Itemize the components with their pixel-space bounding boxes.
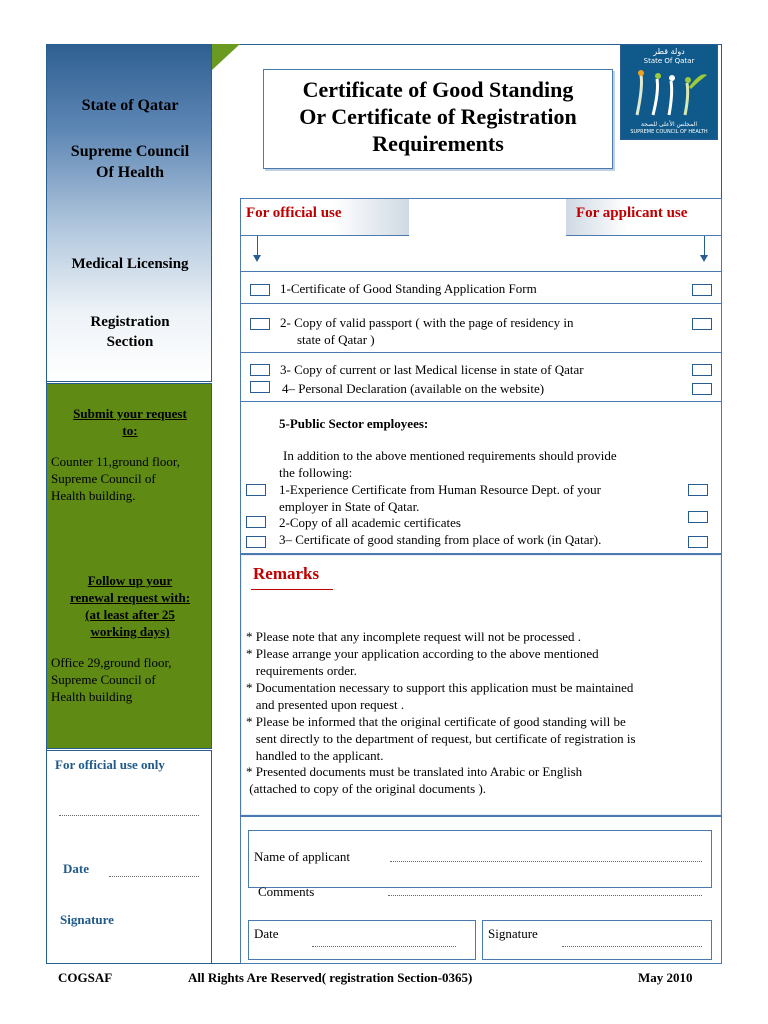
footer-date: May 2010 bbox=[638, 970, 693, 985]
applicant-date-box bbox=[248, 920, 476, 960]
council-logo bbox=[620, 44, 718, 140]
document-title bbox=[263, 69, 613, 169]
public-item-3: 3– Certificate of good standing from place of work (in Qatar). bbox=[279, 532, 602, 547]
official-checkbox-p2[interactable] bbox=[246, 516, 266, 528]
official-use-header bbox=[241, 199, 409, 236]
official-signature-label: Signature bbox=[60, 912, 114, 927]
footer-rights: All Rights Are Reserved( registration Section-0365) bbox=[188, 970, 473, 985]
section-name-line1: Registration bbox=[90, 314, 170, 330]
applicant-name-label: Name of applicant bbox=[254, 849, 351, 864]
official-date-field[interactable] bbox=[109, 876, 199, 877]
section-name-line2: Section bbox=[106, 334, 154, 350]
public-sector-intro-line2: the following: bbox=[279, 465, 353, 480]
applicant-signature-label: Signature bbox=[488, 926, 538, 941]
official-checkbox-r4[interactable] bbox=[250, 381, 270, 393]
applicant-checkbox-r2[interactable] bbox=[692, 318, 712, 330]
applicant-checkbox-r4[interactable] bbox=[692, 383, 712, 395]
council-name-line2: Of Health bbox=[96, 164, 164, 181]
applicant-signature-field[interactable] bbox=[562, 946, 702, 947]
applicant-arrow-icon bbox=[700, 255, 708, 262]
applicant-checkbox-p2[interactable] bbox=[688, 511, 708, 523]
remark-line: requirements order. bbox=[246, 663, 357, 678]
remark-line: * Please arrange your application according to the above mentioned bbox=[246, 646, 599, 661]
title-line2: Or Certificate of Registration bbox=[299, 104, 577, 129]
followup-heading-line1: Follow up your bbox=[87, 573, 173, 588]
row-divider bbox=[240, 401, 722, 402]
country-name: State of Qatar bbox=[81, 97, 179, 114]
applicant-comments-field[interactable] bbox=[388, 895, 702, 896]
logo-text-ar: المجلس الأعلى للصحة bbox=[640, 121, 698, 128]
remarks-underline bbox=[251, 589, 333, 590]
public-sector-intro-line1: In addition to the above mentioned requirements should provide bbox=[283, 448, 617, 463]
submit-heading-line2: to: bbox=[122, 423, 138, 438]
remark-line: and presented upon request . bbox=[246, 697, 405, 712]
remark-line: sent directly to the department of request, but certificate of registration is bbox=[246, 731, 636, 746]
requirement-3: 3- Copy of current or last Medical license in state of Qatar bbox=[280, 362, 584, 377]
followup-heading-line3: (at least after 25 bbox=[85, 607, 175, 622]
title-line3: Requirements bbox=[372, 131, 504, 156]
applicant-checkbox-p1[interactable] bbox=[688, 484, 708, 496]
followup-heading-line4: working days) bbox=[90, 624, 170, 639]
footer-code: COGSAF bbox=[58, 970, 113, 985]
submit-text-line1: Counter 11,ground floor, bbox=[51, 454, 180, 469]
official-date-label: Date bbox=[63, 861, 89, 876]
submit-text-line3: Health building. bbox=[51, 488, 136, 503]
requirement-2-line1: 2- Copy of valid passport ( with the page of residency in bbox=[280, 315, 574, 330]
official-use-panel bbox=[46, 750, 212, 964]
remark-line: * Please be informed that the original certificate of good standing will be bbox=[246, 714, 626, 729]
official-checkbox-p3[interactable] bbox=[246, 536, 266, 548]
logo-figures-icon bbox=[629, 67, 709, 119]
public-item-1-line1: 1-Experience Certificate from Human Resource Dept. of your bbox=[279, 482, 601, 497]
requirement-2-line2: state of Qatar ) bbox=[297, 332, 375, 347]
logo-text-ar-top: دولة قطر bbox=[653, 47, 685, 56]
applicant-checkbox-p3[interactable] bbox=[688, 536, 708, 548]
submit-text-line2: Supreme Council of bbox=[51, 471, 156, 486]
applicant-use-header-label: For applicant use bbox=[576, 205, 688, 221]
logo-text-state: State Of Qatar bbox=[643, 57, 695, 65]
submit-heading-line1: Submit your request bbox=[73, 406, 187, 421]
public-sector-heading: 5-Public Sector employees: bbox=[279, 416, 429, 431]
followup-heading-line2: renewal request with: bbox=[69, 590, 191, 605]
followup-text-line3: Health building bbox=[51, 689, 133, 704]
remark-line: * Presented documents must be translated into Arabic or English bbox=[246, 764, 583, 779]
applicant-date-label: Date bbox=[254, 926, 279, 941]
remark-line: * Documentation necessary to support this application must be maintained bbox=[246, 680, 634, 695]
followup-text-line2: Supreme Council of bbox=[51, 672, 156, 687]
remark-line: * Please note that any incomplete request will not be processed . bbox=[246, 629, 582, 644]
applicant-use-header bbox=[566, 199, 721, 236]
row-divider bbox=[240, 303, 722, 304]
applicant-name-field[interactable] bbox=[390, 861, 702, 862]
row-divider bbox=[240, 352, 722, 353]
official-checkbox-r3[interactable] bbox=[250, 364, 270, 376]
applicant-checkbox-r3[interactable] bbox=[692, 364, 712, 376]
applicant-date-field[interactable] bbox=[312, 946, 456, 947]
applicant-checkbox-r1[interactable] bbox=[692, 284, 712, 296]
public-item-2: 2-Copy of all academic certificates bbox=[279, 515, 461, 530]
council-name-line1: Supreme Council bbox=[70, 143, 190, 160]
remarks-heading: Remarks bbox=[253, 564, 320, 583]
official-use-header-label: For official use bbox=[246, 205, 342, 221]
row-divider bbox=[240, 271, 722, 272]
applicant-arrow-line bbox=[704, 236, 705, 256]
official-use-field[interactable] bbox=[59, 815, 199, 816]
remark-line: handled to the applicant. bbox=[246, 748, 384, 763]
logo-text-en: SUPREME COUNCIL OF HEALTH bbox=[630, 129, 708, 135]
official-checkbox-r1[interactable] bbox=[250, 284, 270, 296]
corner-decoration bbox=[212, 44, 240, 70]
official-arrow-line bbox=[257, 236, 258, 256]
remark-line: (attached to copy of the original documents ). bbox=[246, 781, 487, 796]
public-item-1-line2: employer in State of Qatar. bbox=[279, 499, 420, 514]
followup-text-line1: Office 29,ground floor, bbox=[51, 655, 172, 670]
title-line1: Certificate of Good Standing bbox=[302, 77, 574, 102]
sidebar-header bbox=[46, 44, 212, 382]
official-checkbox-r2[interactable] bbox=[250, 318, 270, 330]
requirement-4: 4– Personal Declaration (available on the website) bbox=[282, 381, 545, 396]
applicant-comments-label: Comments bbox=[258, 884, 315, 899]
department-name: Medical Licensing bbox=[71, 256, 189, 272]
official-arrow-icon bbox=[253, 255, 261, 262]
official-checkbox-p1[interactable] bbox=[246, 484, 266, 496]
requirement-1: 1-Certificate of Good Standing Application Form bbox=[280, 281, 537, 296]
official-use-label: For official use only bbox=[55, 757, 165, 772]
instructions-panel bbox=[46, 383, 212, 749]
